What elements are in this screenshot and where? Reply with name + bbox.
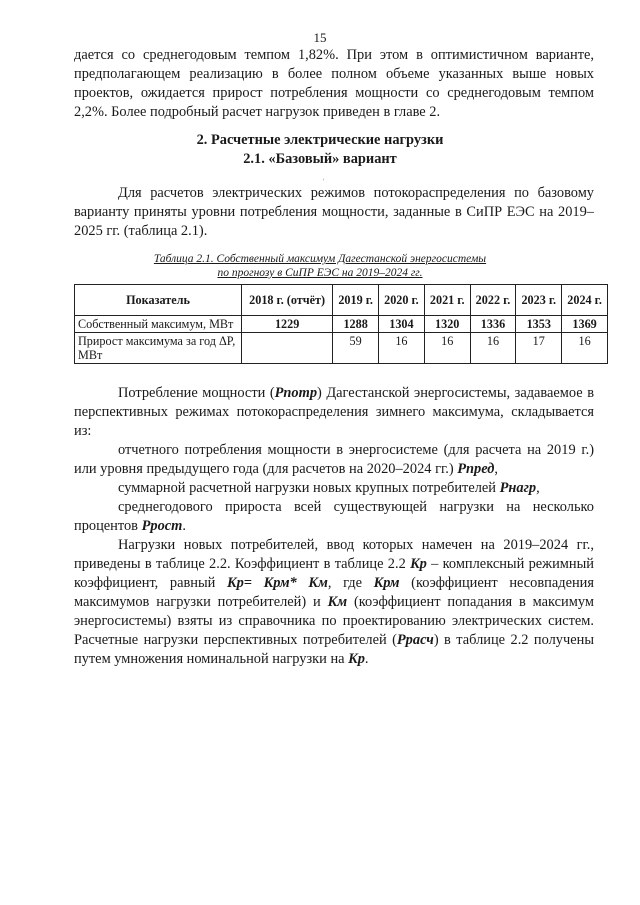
- row-label: Прирост максимума за год ΔP, МВт: [75, 333, 242, 364]
- header-cell: 2023 г.: [516, 285, 562, 316]
- header-cell: 2021 г.: [424, 285, 470, 316]
- header-cell: 2018 г. (отчёт): [242, 285, 333, 316]
- header-cell: 2019 г.: [333, 285, 379, 316]
- table-cell: 1320: [424, 316, 470, 333]
- scan-mark: ʿ: [322, 178, 325, 187]
- table-cell: 17: [516, 333, 562, 364]
- table-cell: 1336: [470, 316, 516, 333]
- table-cell: 16: [562, 333, 608, 364]
- header-cell: Показатель: [75, 285, 242, 316]
- table-cell: 1288: [333, 316, 379, 333]
- table-row: [75, 333, 608, 364]
- header-cell: 2022 г.: [470, 285, 516, 316]
- table-cell: 16: [424, 333, 470, 364]
- row-label: Собственный максимум, МВт: [75, 316, 242, 333]
- coefficients-paragraph: Нагрузки новых потребителей, ввод которых намечен на 2019–2024 гг., приведены в таблице 2.2. Коэффициент в таблице 2.2 Kр – комплексный режимный коэффициент, равный Kр= Kрм* Kм, где Kрм (коэффициент несовпадения максимумов нагрузки потребителей) и Kм (коэффициент попадания в максимум энергосистемы) взяты из справочника по проектированию электрических систем. Расчетные нагрузки перспективных потребителей (Pрасч) в таблице 2.2 получены путем умножения номинальной нагрузки на Kр.: [74, 537, 594, 667]
- list-item-new-load: суммарной расчетной нагрузки новых крупных потребителей Pнагр,: [118, 480, 540, 496]
- table-caption-line1: Таблица 2.1. Собственный максимум Дагестанской энергосистемы: [153, 253, 487, 265]
- header-cell: 2024 г.: [562, 285, 608, 316]
- table-cell: 59: [333, 333, 379, 364]
- table-header-row: [75, 285, 608, 316]
- table-row: [75, 316, 608, 333]
- load-table: [74, 284, 608, 364]
- section-heading: 2. Расчетные электрические нагрузки: [196, 132, 444, 148]
- table-cell: 1353: [516, 316, 562, 333]
- list-item-growth: среднегодового прироста всей существующей нагрузки на несколько процентов Pрост.: [74, 499, 594, 534]
- table-caption-line2: по прогнозу в СиПР ЕЭС на 2019–2024 гг.: [217, 267, 423, 279]
- subsection-heading: 2.1. «Базовый» вариант: [243, 151, 397, 167]
- intro-paragraph: дается со среднегодовым темпом 1,82%. При этом в оптимистичном варианте, предполагающем реализацию в более полном объеме указанных выше новых проектов, ожидается прирост потребления мощности со среднегодовым темпом 2,2%. Более подробный расчет нагрузок приведен в главе 2.: [74, 47, 594, 120]
- consumption-paragraph: Потребление мощности (Pпотр) Дагестанской энергосистемы, задаваемое в перспективных режимах потокораспределения зимнего максимума, складывается из:: [74, 385, 594, 439]
- table-cell: [242, 333, 333, 364]
- page-number: 15: [313, 30, 327, 45]
- table-cell: 1304: [379, 316, 425, 333]
- table-intro-paragraph: Для расчетов электрических режимов потокораспределения по базовому варианту приняты уровни потребления мощности, заданные в СиПР ЕЭС на 2019–2025 гг. (таблица 2.1).: [74, 185, 594, 239]
- table-cell: 1229: [242, 316, 333, 333]
- header-cell: 2020 г.: [379, 285, 425, 316]
- table-cell: 16: [470, 333, 516, 364]
- table-cell: 1369: [562, 316, 608, 333]
- table-cell: 16: [379, 333, 425, 364]
- list-item-previous: отчетного потребления мощности в энергосистеме (для расчета на 2019 г.) или уровня предыдущего года (для расчетов на 2020–2024 гг.) Pпред,: [74, 442, 594, 477]
